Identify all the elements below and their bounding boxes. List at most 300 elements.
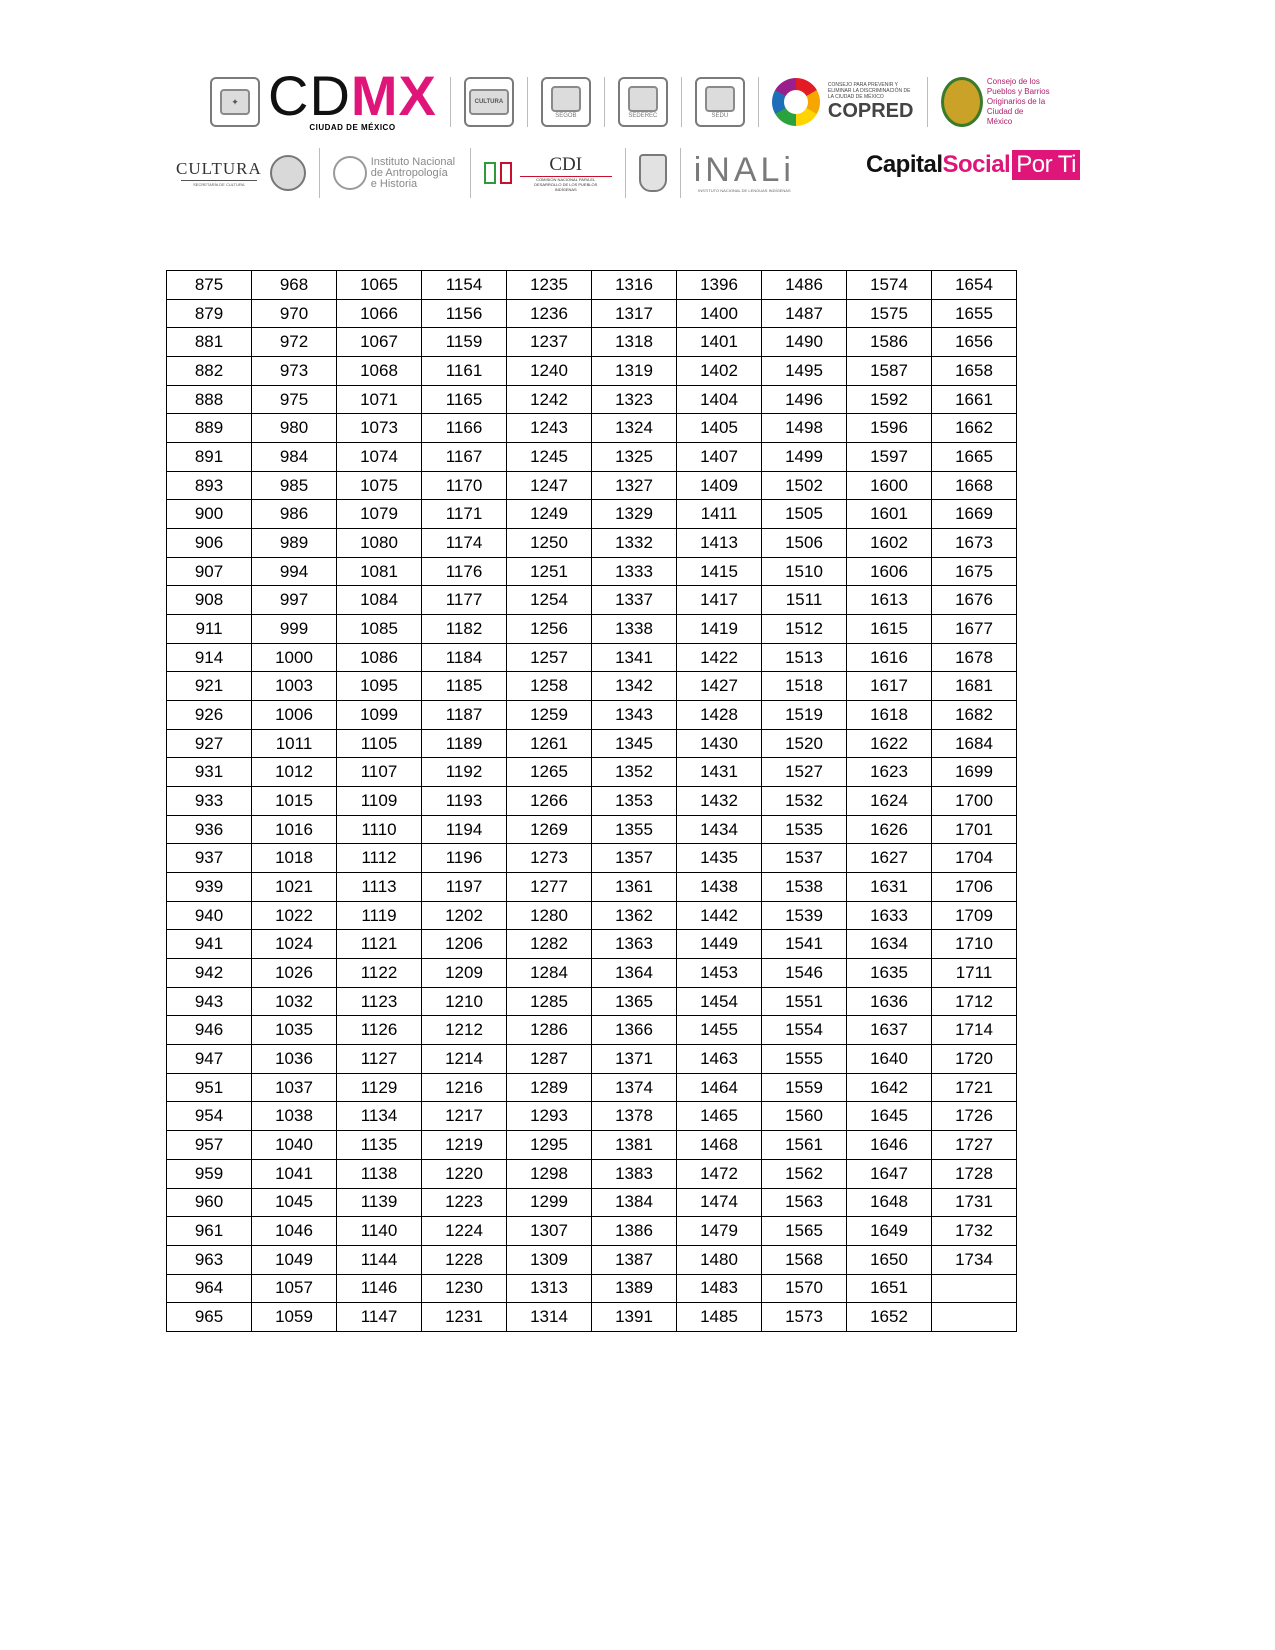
logo-divider <box>450 77 451 127</box>
table-cell: 1280 <box>507 901 592 930</box>
table-cell: 1231 <box>422 1303 507 1332</box>
table-cell: 1236 <box>507 299 592 328</box>
table-cell: 964 <box>167 1274 252 1303</box>
table-cell: 1505 <box>762 500 847 529</box>
table-cell: 926 <box>167 701 252 730</box>
table-cell: 1654 <box>932 271 1017 300</box>
logo-divider <box>625 148 626 198</box>
table-cell: 1675 <box>932 557 1017 586</box>
table-cell: 1442 <box>677 901 762 930</box>
table-cell: 1057 <box>252 1274 337 1303</box>
table-cell: 1171 <box>422 500 507 529</box>
table-cell: 1286 <box>507 1016 592 1045</box>
table-cell: 1665 <box>932 443 1017 472</box>
table-cell: 1435 <box>677 844 762 873</box>
table-cell: 1622 <box>847 729 932 758</box>
table-cell: 1711 <box>932 959 1017 988</box>
table-cell: 1464 <box>677 1073 762 1102</box>
table-cell: 1250 <box>507 529 592 558</box>
table-cell: 1251 <box>507 557 592 586</box>
table-cell: 994 <box>252 557 337 586</box>
table-cell: 1202 <box>422 901 507 930</box>
table-row <box>167 1073 1017 1102</box>
table-cell: 1011 <box>252 729 337 758</box>
table-cell: 1383 <box>592 1159 677 1188</box>
table-cell: 1206 <box>422 930 507 959</box>
table-cell: 1613 <box>847 586 932 615</box>
table-row <box>167 328 1017 357</box>
table-cell: 1259 <box>507 701 592 730</box>
table-cell: 1209 <box>422 959 507 988</box>
table-cell: 1495 <box>762 357 847 386</box>
table-cell: 1156 <box>422 299 507 328</box>
table-cell: 889 <box>167 414 252 443</box>
table-cell: 1342 <box>592 672 677 701</box>
table-cell: 1633 <box>847 901 932 930</box>
table-cell: 1046 <box>252 1217 337 1246</box>
table-cell: 1295 <box>507 1131 592 1160</box>
secretaria-cultura-logo <box>176 155 306 191</box>
table-cell: 963 <box>167 1245 252 1274</box>
table-cell: 1323 <box>592 385 677 414</box>
consejo-pueblos-logo <box>941 77 1051 127</box>
table-cell: 1512 <box>762 615 847 644</box>
table-cell <box>932 1303 1017 1332</box>
table-cell: 1681 <box>932 672 1017 701</box>
table-cell: 1021 <box>252 873 337 902</box>
table-cell: 940 <box>167 901 252 930</box>
table-cell: 1182 <box>422 615 507 644</box>
table-cell: 1146 <box>337 1274 422 1303</box>
table-cell: 875 <box>167 271 252 300</box>
table-row <box>167 500 1017 529</box>
table-cell: 1519 <box>762 701 847 730</box>
table-cell: 1649 <box>847 1217 932 1246</box>
table-cell: 1637 <box>847 1016 932 1045</box>
table-cell: 1237 <box>507 328 592 357</box>
table-cell: 943 <box>167 987 252 1016</box>
table-cell: 1289 <box>507 1073 592 1102</box>
table-cell: 900 <box>167 500 252 529</box>
table-cell: 1428 <box>677 701 762 730</box>
table-cell: 1682 <box>932 701 1017 730</box>
table-cell: 1343 <box>592 701 677 730</box>
table-cell: 1573 <box>762 1303 847 1332</box>
cdi-mark-icon <box>484 162 512 184</box>
table-cell: 1123 <box>337 987 422 1016</box>
table-cell: 1647 <box>847 1159 932 1188</box>
table-cell: 1277 <box>507 873 592 902</box>
seduc-seal-logo <box>695 77 745 127</box>
table-cell: 1352 <box>592 758 677 787</box>
table-cell: 1432 <box>677 787 762 816</box>
table-cell: 965 <box>167 1303 252 1332</box>
inali-logo <box>693 150 795 193</box>
table-row <box>167 901 1017 930</box>
table-cell: 1224 <box>422 1217 507 1246</box>
table-cell: 1634 <box>847 930 932 959</box>
table-cell: 959 <box>167 1159 252 1188</box>
table-cell: 1018 <box>252 844 337 873</box>
table-cell: 1045 <box>252 1188 337 1217</box>
table-cell: 1574 <box>847 271 932 300</box>
table-cell: 1026 <box>252 959 337 988</box>
table-cell: 911 <box>167 615 252 644</box>
table-cell: 1210 <box>422 987 507 1016</box>
table-cell: 1455 <box>677 1016 762 1045</box>
table-cell: 1216 <box>422 1073 507 1102</box>
table-cell: 1085 <box>337 615 422 644</box>
table-cell: 931 <box>167 758 252 787</box>
table-row <box>167 987 1017 1016</box>
table-row <box>167 844 1017 873</box>
table-cell: 1314 <box>507 1303 592 1332</box>
table-cell: 1022 <box>252 901 337 930</box>
cultura-word: CULTURA <box>176 159 262 178</box>
table-cell: 1706 <box>932 873 1017 902</box>
table-cell: 1071 <box>337 385 422 414</box>
table-cell: 954 <box>167 1102 252 1131</box>
table-cell: 1513 <box>762 643 847 672</box>
table-cell: 957 <box>167 1131 252 1160</box>
table-cell: 1220 <box>422 1159 507 1188</box>
table-row <box>167 529 1017 558</box>
table-cell: 1325 <box>592 443 677 472</box>
table-cell: 985 <box>252 471 337 500</box>
table-cell: 997 <box>252 586 337 615</box>
table-cell: 1109 <box>337 787 422 816</box>
table-cell: 1617 <box>847 672 932 701</box>
inali-subtitle: INSTITUTO NACIONAL DE LENGUAS INDÍGENAS <box>698 187 791 193</box>
logo-divider <box>527 77 528 127</box>
table-cell: 1646 <box>847 1131 932 1160</box>
table-cell: 1362 <box>592 901 677 930</box>
table-cell: 1167 <box>422 443 507 472</box>
table-cell: 1193 <box>422 787 507 816</box>
cdi-subtitle: COMISIÓN NACIONAL PARA EL DESARROLLO DE LOS PUEBLOS INDÍGENAS <box>534 177 598 192</box>
inah-logo <box>333 156 457 190</box>
table-cell: 1119 <box>337 901 422 930</box>
table-cell: 879 <box>167 299 252 328</box>
table-cell: 1714 <box>932 1016 1017 1045</box>
seduc-label: SEDU <box>711 112 729 119</box>
table-cell: 1217 <box>422 1102 507 1131</box>
table-row <box>167 443 1017 472</box>
table-cell: 1261 <box>507 729 592 758</box>
table-cell: 1431 <box>677 758 762 787</box>
table-cell: 891 <box>167 443 252 472</box>
table-cell: 951 <box>167 1073 252 1102</box>
table-cell: 906 <box>167 529 252 558</box>
table-cell: 1655 <box>932 299 1017 328</box>
table-cell: 973 <box>252 357 337 386</box>
table-cell: 1601 <box>847 500 932 529</box>
table-cell: 1265 <box>507 758 592 787</box>
table-cell: 1122 <box>337 959 422 988</box>
table-cell: 1313 <box>507 1274 592 1303</box>
table-cell: 1728 <box>932 1159 1017 1188</box>
table-cell: 1074 <box>337 443 422 472</box>
table-cell: 1067 <box>337 328 422 357</box>
table-cell: 1187 <box>422 701 507 730</box>
table-cell: 1378 <box>592 1102 677 1131</box>
table-cell: 1355 <box>592 815 677 844</box>
table-cell: 1541 <box>762 930 847 959</box>
table-cell: 1661 <box>932 385 1017 414</box>
sederec-label: SEDEREC <box>628 112 658 119</box>
table-cell: 1627 <box>847 844 932 873</box>
inali-word: iNALi <box>693 150 795 189</box>
table-cell: 1415 <box>677 557 762 586</box>
table-cell: 1527 <box>762 758 847 787</box>
table-cell: 1419 <box>677 615 762 644</box>
table-cell: 1709 <box>932 901 1017 930</box>
table-cell: 1417 <box>677 586 762 615</box>
table-cell: 1316 <box>592 271 677 300</box>
number-list-table <box>166 270 1017 1332</box>
table-cell: 1699 <box>932 758 1017 787</box>
table-cell: 1240 <box>507 357 592 386</box>
table-cell: 1079 <box>337 500 422 529</box>
table-cell: 1192 <box>422 758 507 787</box>
table-cell: 1538 <box>762 873 847 902</box>
social-word: Social <box>942 151 1011 178</box>
table-cell: 1341 <box>592 643 677 672</box>
table-cell: 1332 <box>592 529 677 558</box>
table-cell: 1389 <box>592 1274 677 1303</box>
table-cell: 1256 <box>507 615 592 644</box>
table-row <box>167 1217 1017 1246</box>
table-cell: 1095 <box>337 672 422 701</box>
table-cell: 1036 <box>252 1045 337 1074</box>
table-cell: 1650 <box>847 1245 932 1274</box>
table-cell: 1587 <box>847 357 932 386</box>
table-cell: 1498 <box>762 414 847 443</box>
table-cell: 1338 <box>592 615 677 644</box>
table-cell: 1357 <box>592 844 677 873</box>
table-cell: 1258 <box>507 672 592 701</box>
table-cell: 1174 <box>422 529 507 558</box>
table-cell: 1642 <box>847 1073 932 1102</box>
table-row <box>167 385 1017 414</box>
table-cell: 881 <box>167 328 252 357</box>
table-cell: 1364 <box>592 959 677 988</box>
table-cell: 1562 <box>762 1159 847 1188</box>
consejo-seal-icon <box>941 77 983 127</box>
segob-seal-logo <box>541 77 591 127</box>
table-cell: 1363 <box>592 930 677 959</box>
table-cell: 1648 <box>847 1188 932 1217</box>
table-cell: 1307 <box>507 1217 592 1246</box>
table-cell: 908 <box>167 586 252 615</box>
table-cell: 1214 <box>422 1045 507 1074</box>
table-cell: 1575 <box>847 299 932 328</box>
table-cell: 1570 <box>762 1274 847 1303</box>
table-cell: 1257 <box>507 643 592 672</box>
table-cell: 1041 <box>252 1159 337 1188</box>
table-cell: 1600 <box>847 471 932 500</box>
table-cell: 1656 <box>932 328 1017 357</box>
table-cell: 947 <box>167 1045 252 1074</box>
table-cell: 1422 <box>677 643 762 672</box>
table-cell: 1068 <box>337 357 422 386</box>
cdi-word: CDI <box>549 154 583 175</box>
table-cell: 1454 <box>677 987 762 1016</box>
table-row <box>167 815 1017 844</box>
table-cell: 1075 <box>337 471 422 500</box>
table-cell: 1282 <box>507 930 592 959</box>
table-cell: 1731 <box>932 1188 1017 1217</box>
table-cell: 1677 <box>932 615 1017 644</box>
table-cell: 1506 <box>762 529 847 558</box>
table-cell: 1032 <box>252 987 337 1016</box>
table-cell: 1065 <box>337 271 422 300</box>
table-row <box>167 471 1017 500</box>
table-cell: 1560 <box>762 1102 847 1131</box>
cultura-subtitle: SECRETARÍA DE CULTURA <box>193 182 245 187</box>
table-cell: 980 <box>252 414 337 443</box>
table-cell: 1624 <box>847 787 932 816</box>
table-cell: 1396 <box>677 271 762 300</box>
table-cell: 1337 <box>592 586 677 615</box>
table-cell: 1502 <box>762 471 847 500</box>
table-cell: 1112 <box>337 844 422 873</box>
table-cell: 1230 <box>422 1274 507 1303</box>
table-cell: 1658 <box>932 357 1017 386</box>
table-cell: 1480 <box>677 1245 762 1274</box>
cdmx-word-cd: CD <box>268 64 351 127</box>
table-cell: 1411 <box>677 500 762 529</box>
table-cell: 1059 <box>252 1303 337 1332</box>
table-cell: 1727 <box>932 1131 1017 1160</box>
table-row <box>167 1303 1017 1332</box>
inah-text: Instituto Nacional de Antropología e Historia <box>370 155 456 190</box>
table-cell: 1568 <box>762 1245 847 1274</box>
table-cell: 1318 <box>592 328 677 357</box>
consejo-text: Consejo de los Pueblos y Barrios Originarios de la Ciudad de México <box>986 77 1050 126</box>
table-cell: 989 <box>252 529 337 558</box>
table-cell: 1645 <box>847 1102 932 1131</box>
table-row <box>167 615 1017 644</box>
table-cell: 941 <box>167 930 252 959</box>
cultura-rule <box>181 180 257 181</box>
table-cell: 968 <box>252 271 337 300</box>
table-cell: 1129 <box>337 1073 422 1102</box>
table-cell: 1485 <box>677 1303 762 1332</box>
table-row <box>167 1274 1017 1303</box>
table-cell: 1487 <box>762 299 847 328</box>
table-cell: 1701 <box>932 815 1017 844</box>
table-cell: 986 <box>252 500 337 529</box>
cdmx-wordmark <box>268 64 437 127</box>
table-cell: 1196 <box>422 844 507 873</box>
table-cell: 1170 <box>422 471 507 500</box>
table-row <box>167 1245 1017 1274</box>
table-cell: 1496 <box>762 385 847 414</box>
table-cell: 1159 <box>422 328 507 357</box>
table-cell: 970 <box>252 299 337 328</box>
table-cell: 1596 <box>847 414 932 443</box>
table-cell: 1223 <box>422 1188 507 1217</box>
table-cell: 1413 <box>677 529 762 558</box>
table-row <box>167 1188 1017 1217</box>
table-cell <box>932 1274 1017 1303</box>
table-cell: 1401 <box>677 328 762 357</box>
table-cell: 1266 <box>507 787 592 816</box>
table-cell: 1212 <box>422 1016 507 1045</box>
copred-tagline: CONSEJO PARA PREVENIR Y ELIMINAR LA DISCRIMINACIÓN DE LA CIUDAD DE MÉXICO <box>827 82 911 100</box>
table-cell: 1539 <box>762 901 847 930</box>
table-cell: 1407 <box>677 443 762 472</box>
table-cell: 1284 <box>507 959 592 988</box>
table-cell: 1490 <box>762 328 847 357</box>
table-cell: 927 <box>167 729 252 758</box>
table-row <box>167 873 1017 902</box>
table-row <box>167 959 1017 988</box>
table-cell: 1623 <box>847 758 932 787</box>
table-cell: 936 <box>167 815 252 844</box>
table-cell: 1012 <box>252 758 337 787</box>
table-cell: 1720 <box>932 1045 1017 1074</box>
table-cell: 1161 <box>422 357 507 386</box>
table-row <box>167 701 1017 730</box>
header-logos-row-2 <box>176 148 795 198</box>
table-row <box>167 643 1017 672</box>
unam-shield-icon <box>639 154 667 192</box>
graduation-cap-icon <box>705 86 735 112</box>
table-cell: 1537 <box>762 844 847 873</box>
table-cell: 1555 <box>762 1045 847 1074</box>
table-cell: 937 <box>167 844 252 873</box>
table-cell: 1243 <box>507 414 592 443</box>
table-cell: 1453 <box>677 959 762 988</box>
table-cell: 1247 <box>507 471 592 500</box>
table-cell: 1606 <box>847 557 932 586</box>
shield-icon <box>551 86 581 112</box>
table-cell: 1386 <box>592 1217 677 1246</box>
table-row <box>167 299 1017 328</box>
table-cell: 1269 <box>507 815 592 844</box>
table-cell: 1479 <box>677 1217 762 1246</box>
table-cell: 1387 <box>592 1245 677 1274</box>
table-cell: 1135 <box>337 1131 422 1160</box>
table-cell: 1511 <box>762 586 847 615</box>
table-cell: 1532 <box>762 787 847 816</box>
table-cell: 1651 <box>847 1274 932 1303</box>
table-cell: 1177 <box>422 586 507 615</box>
table-cell: 1559 <box>762 1073 847 1102</box>
table-cell: 1317 <box>592 299 677 328</box>
table-cell: 1400 <box>677 299 762 328</box>
table-cell: 1721 <box>932 1073 1017 1102</box>
table-cell: 1127 <box>337 1045 422 1074</box>
table-cell: 1309 <box>507 1245 592 1274</box>
table-cell: 1121 <box>337 930 422 959</box>
eagle-icon: ✦ <box>220 89 250 115</box>
table-cell: 1086 <box>337 643 422 672</box>
table-cell: 914 <box>167 643 252 672</box>
table-row <box>167 557 1017 586</box>
table-cell: 1626 <box>847 815 932 844</box>
table-cell: 1700 <box>932 787 1017 816</box>
table-cell: 1652 <box>847 1303 932 1332</box>
table-cell: 1673 <box>932 529 1017 558</box>
table-cell: 942 <box>167 959 252 988</box>
table-row <box>167 729 1017 758</box>
table-cell: 1430 <box>677 729 762 758</box>
table-cell: 1618 <box>847 701 932 730</box>
table-cell: 1474 <box>677 1188 762 1217</box>
